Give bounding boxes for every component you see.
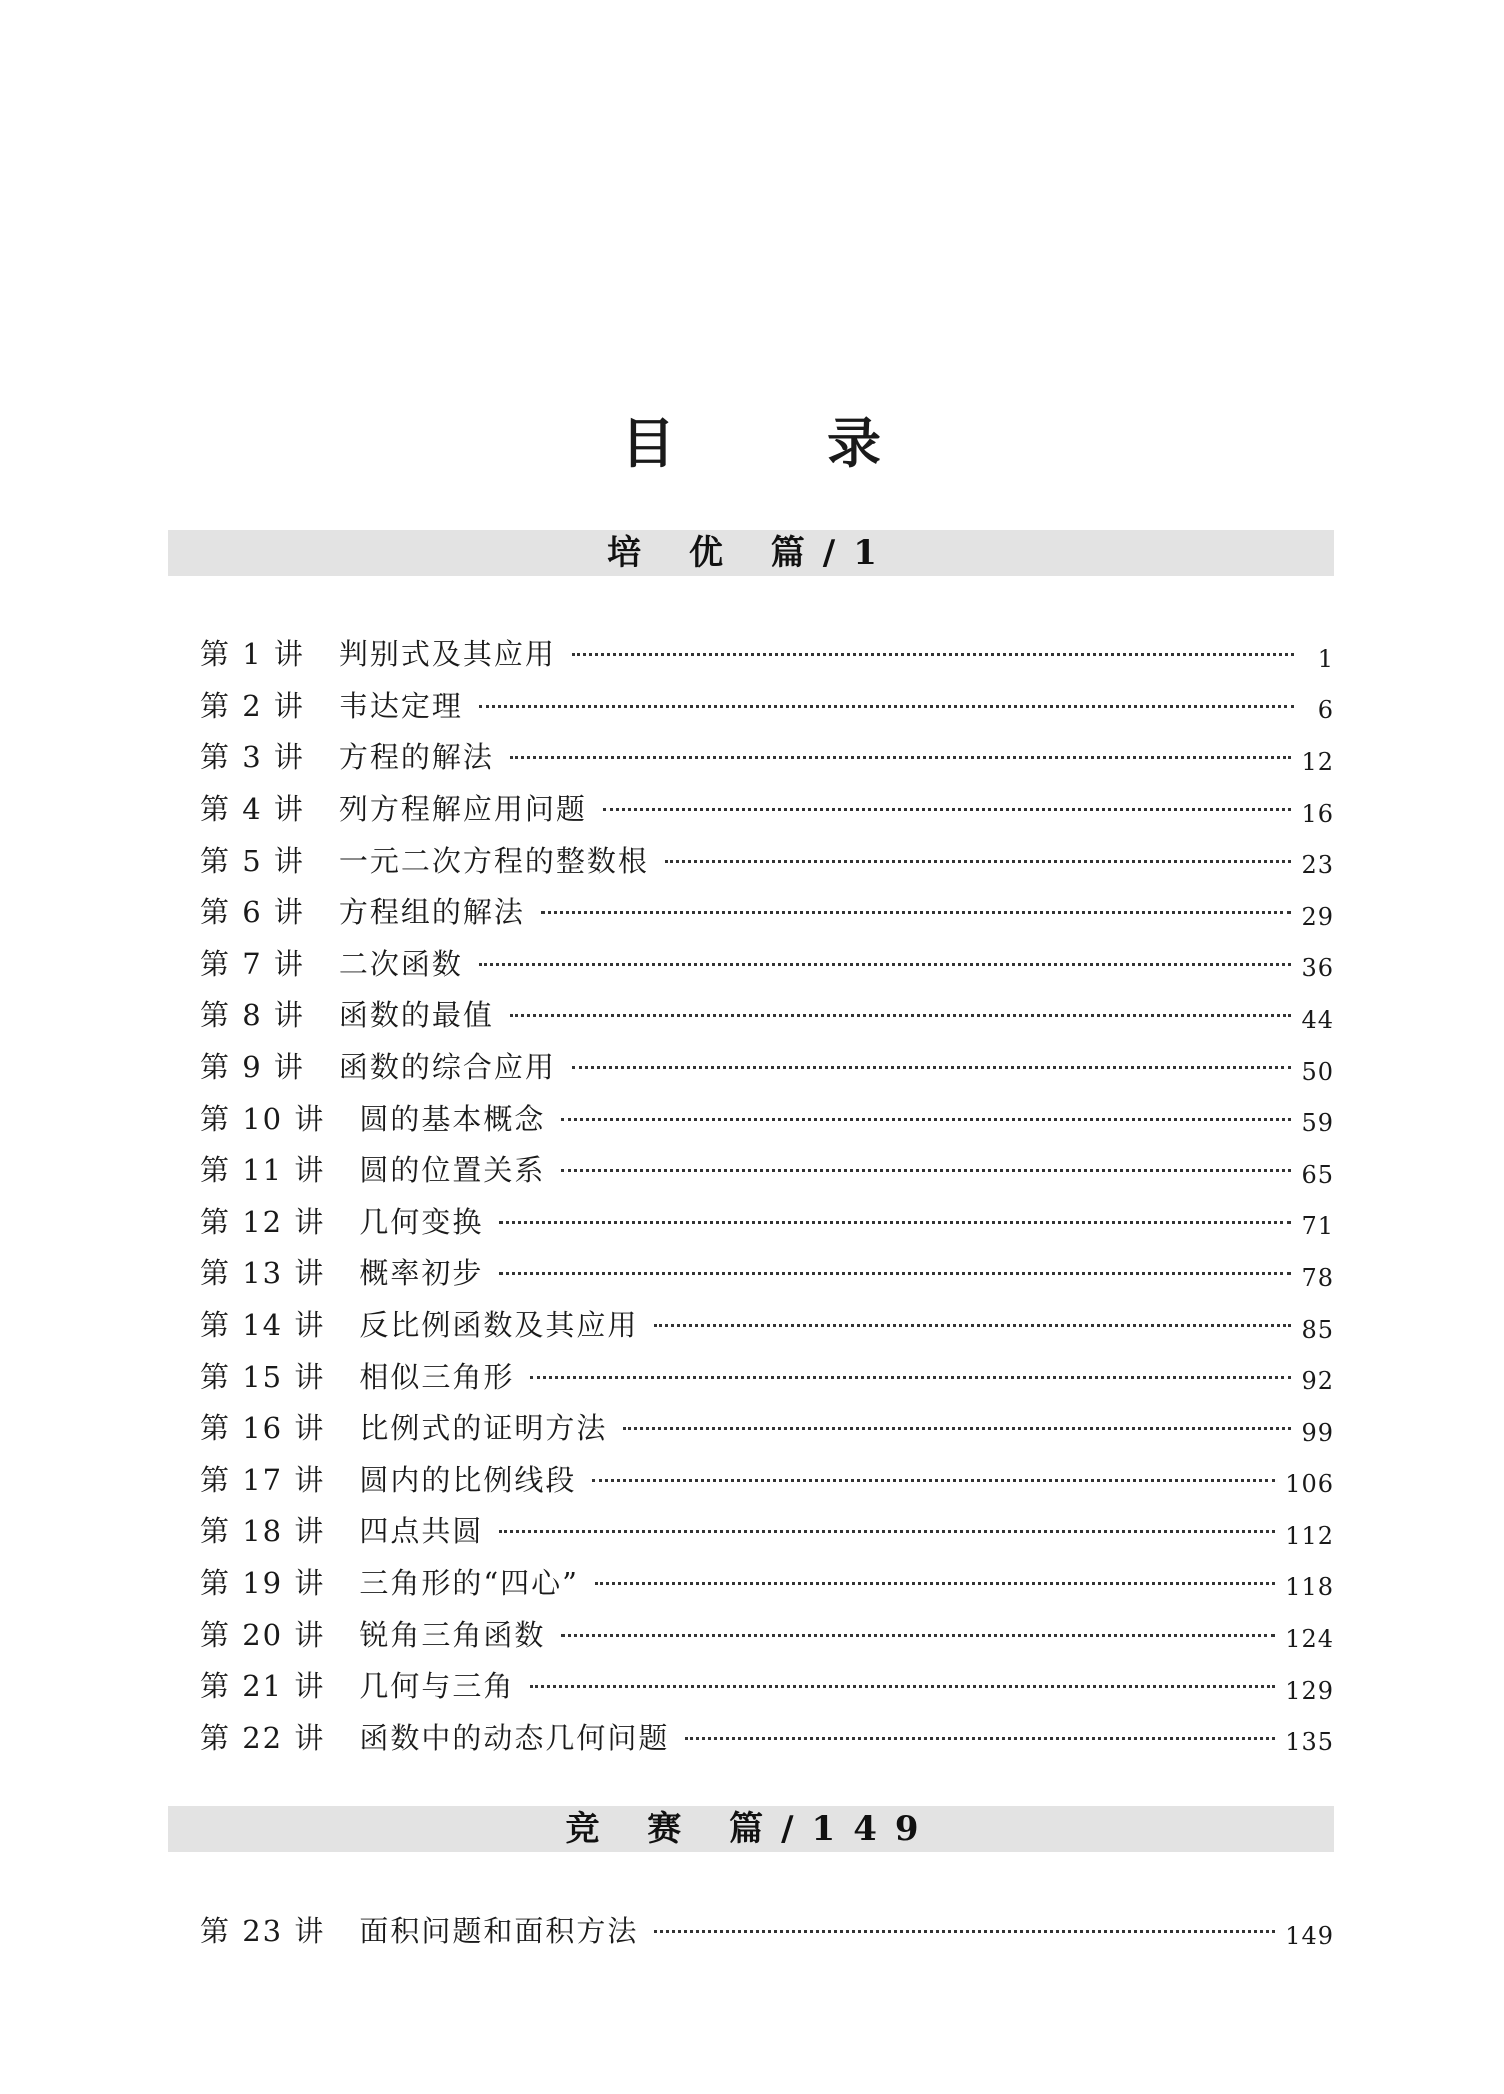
page-number: 44 [1301,1005,1334,1034]
lecture-title: 列方程解应用问题 [338,792,587,827]
page-number: 112 [1285,1521,1334,1550]
dot-leader [572,1066,1292,1069]
page-number: 12 [1301,747,1334,776]
lecture-number: 第 20 讲 [200,1617,326,1652]
dot-leader [510,756,1292,759]
toc-entry[interactable] [200,1504,1334,1556]
page-number: 16 [1301,799,1334,828]
lecture-number: 第 1 讲 [200,637,305,672]
dot-leader [654,1324,1291,1327]
lecture-title: 四点共圆 [359,1514,484,1549]
lecture-title: 判别式及其应用 [338,637,556,672]
page-number: 124 [1285,1625,1334,1654]
toc-list-peiyou [200,627,1334,1762]
dot-leader [561,1634,1275,1637]
lecture-title: 圆内的比例线段 [359,1462,577,1497]
lecture-number: 第 3 讲 [200,740,305,775]
page-number: 85 [1301,1315,1334,1344]
lecture-title: 几何与三角 [359,1669,515,1704]
page-number: 59 [1301,1109,1334,1138]
lecture-title: 二次函数 [338,946,463,981]
toc-entry[interactable] [200,1453,1334,1505]
toc-list-jingsai [200,1904,1334,1956]
toc-entry[interactable] [200,1040,1334,1092]
page-number: 129 [1285,1676,1334,1705]
lecture-number: 第 17 讲 [200,1462,326,1497]
lecture-number: 第 15 讲 [200,1359,326,1394]
lecture-title: 面积问题和面积方法 [359,1914,639,1949]
dot-leader [499,1221,1291,1224]
lecture-title: 三角形的“四心” [359,1565,579,1600]
lecture-number: 第 22 讲 [200,1720,326,1755]
lecture-title: 圆的位置关系 [359,1153,546,1188]
toc-entry[interactable] [200,885,1334,937]
lecture-title: 方程组的解法 [338,895,525,930]
dot-leader [499,1530,1275,1533]
page-number: 135 [1285,1728,1334,1757]
toc-entry[interactable] [200,1607,1334,1659]
dot-leader [592,1479,1275,1482]
toc-entry[interactable] [200,937,1334,989]
dot-leader [541,911,1292,914]
page-title-char: 录 [827,412,883,476]
toc-entry[interactable] [200,1091,1334,1143]
dot-leader [595,1582,1275,1585]
dot-leader [685,1737,1275,1740]
toc-entry[interactable] [200,679,1334,731]
lecture-number: 第 9 讲 [200,1050,305,1085]
dot-leader [530,1376,1291,1379]
toc-entry[interactable] [200,730,1334,782]
lecture-title: 圆的基本概念 [359,1101,546,1136]
lecture-number: 第 11 讲 [200,1153,326,1188]
toc-entry[interactable] [200,1195,1334,1247]
lecture-number: 第 4 讲 [200,792,305,827]
page-number: 23 [1301,851,1334,880]
lecture-number: 第 6 讲 [200,895,305,930]
lecture-number: 第 14 讲 [200,1308,326,1343]
dot-leader [499,1272,1291,1275]
toc-entry[interactable] [200,833,1334,885]
page-number: 149 [1285,1921,1334,1950]
lecture-title: 函数的综合应用 [338,1050,556,1085]
page-number: 71 [1301,1212,1334,1241]
dot-leader [561,1118,1291,1121]
toc-entry[interactable] [200,988,1334,1040]
lecture-title: 反比例函数及其应用 [359,1308,639,1343]
dot-leader [623,1427,1291,1430]
lecture-number: 第 23 讲 [200,1914,326,1949]
lecture-title: 韦达定理 [338,688,463,723]
lecture-number: 第 7 讲 [200,946,305,981]
lecture-title: 一元二次方程的整数根 [338,843,649,878]
lecture-number: 第 12 讲 [200,1204,326,1239]
section-title: 培 优 篇/1 [607,533,895,573]
toc-entry[interactable] [200,1143,1334,1195]
page-number: 6 [1317,696,1334,725]
toc-entry[interactable] [200,1298,1334,1350]
page-number: 118 [1285,1573,1334,1602]
page-number: 65 [1301,1160,1334,1189]
section-header-jingsai [168,1806,1334,1852]
lecture-number: 第 5 讲 [200,843,305,878]
dot-leader [510,1014,1292,1017]
toc-entry[interactable] [200,1401,1334,1453]
page-title-char: 目 [621,412,677,476]
page-number: 50 [1301,1057,1334,1086]
lecture-number: 第 2 讲 [200,688,305,723]
page-number: 36 [1301,954,1334,983]
lecture-number: 第 13 讲 [200,1256,326,1291]
toc-entry[interactable] [200,1659,1334,1711]
lecture-title: 几何变换 [359,1204,484,1239]
dot-leader [572,653,1294,656]
lecture-number: 第 18 讲 [200,1514,326,1549]
page-number: 106 [1285,1470,1334,1499]
page-number: 92 [1301,1367,1334,1396]
dot-leader [603,808,1292,811]
toc-entry[interactable] [200,1904,1334,1956]
toc-entry[interactable] [200,1556,1334,1608]
page-number: 78 [1301,1263,1334,1292]
toc-entry[interactable] [200,1349,1334,1401]
lecture-title: 函数的最值 [338,998,494,1033]
dot-leader [654,1930,1275,1933]
section-header-peiyou [168,530,1334,576]
lecture-number: 第 8 讲 [200,998,305,1033]
dot-leader [530,1685,1275,1688]
dot-leader [479,705,1294,708]
toc-entry[interactable] [200,782,1334,834]
lecture-title: 比例式的证明方法 [359,1411,608,1446]
lecture-title: 函数中的动态几何问题 [359,1720,670,1755]
page-number: 1 [1317,644,1334,673]
dot-leader [479,963,1292,966]
lecture-title: 锐角三角函数 [359,1617,546,1652]
dot-leader [665,860,1292,863]
lecture-title: 相似三角形 [359,1359,515,1394]
toc-entry[interactable] [200,627,1334,679]
lecture-title: 方程的解法 [338,740,494,775]
lecture-number: 第 10 讲 [200,1101,326,1136]
lecture-number: 第 21 讲 [200,1669,326,1704]
section-title: 竞 赛 篇/149 [565,1809,937,1849]
page-title [0,404,1504,484]
lecture-title: 概率初步 [359,1256,484,1291]
toc-entry[interactable] [200,1710,1334,1762]
lecture-number: 第 19 讲 [200,1565,326,1600]
page-number: 29 [1301,902,1334,931]
dot-leader [561,1169,1291,1172]
lecture-number: 第 16 讲 [200,1411,326,1446]
page-number: 99 [1301,1418,1334,1447]
toc-entry[interactable] [200,1246,1334,1298]
